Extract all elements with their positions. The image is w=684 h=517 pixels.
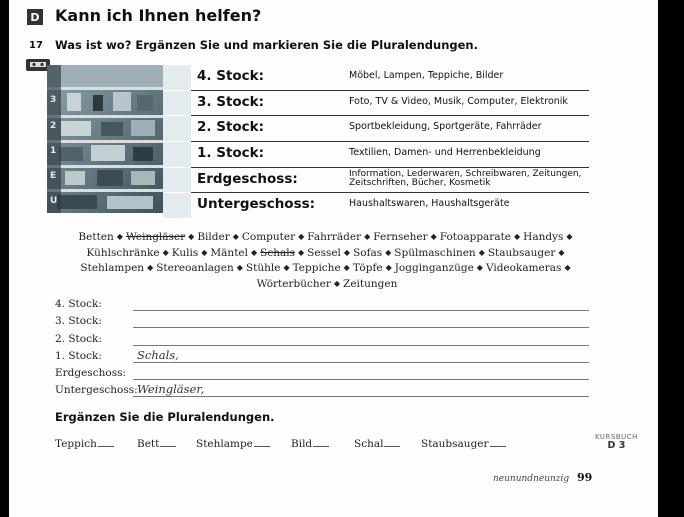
answer-line xyxy=(133,310,589,311)
department-store-photo xyxy=(47,65,163,213)
floor-departments: Textilien, Damen- und Herrenbekleidung xyxy=(349,147,541,159)
stamp-section: D 3 xyxy=(607,440,626,451)
diamond-separator-icon: ◆ xyxy=(232,232,239,241)
word-list-item: Sofas xyxy=(353,246,383,259)
word-list-item: Kühlschränke xyxy=(86,246,160,259)
word-list-item: Zeitungen xyxy=(343,277,398,290)
diamond-separator-icon: ◆ xyxy=(430,232,437,241)
answer-label: Untergeschoss: xyxy=(55,384,138,397)
plural-item xyxy=(55,438,114,450)
plural-blank xyxy=(160,446,176,447)
diamond-separator-icon: ◆ xyxy=(236,263,243,272)
answer-label: 2. Stock: xyxy=(55,332,102,345)
diamond-separator-icon: ◆ xyxy=(201,247,208,257)
directory-row xyxy=(191,116,589,142)
word-list-item: Jogginganzüge xyxy=(394,262,474,274)
floor-name: 4. Stock: xyxy=(197,68,265,84)
floor-departments: Sportbekleidung, Sportgeräte, Fahrräder xyxy=(349,121,542,133)
plural-exercise-title: Ergänzen Sie die Pluralendungen. xyxy=(55,410,275,424)
word-list-item: Teppiche xyxy=(292,262,341,274)
floor-name: 3. Stock: xyxy=(197,93,265,110)
plural-item xyxy=(354,438,400,450)
word-list-item: Fernseher xyxy=(373,231,428,243)
diamond-separator-icon: ◆ xyxy=(298,232,305,241)
word-list-item: Weingläser xyxy=(125,231,186,243)
answer-line xyxy=(133,379,589,380)
diamond-separator-icon: ◆ xyxy=(298,247,305,257)
plural-item xyxy=(421,438,506,450)
plural-item xyxy=(291,438,329,450)
diamond-separator-icon: ◆ xyxy=(343,263,350,272)
exercise-number: 17 xyxy=(29,40,43,51)
diamond-separator-icon: ◆ xyxy=(364,232,371,241)
plural-word: Bett xyxy=(137,438,160,450)
answer-line xyxy=(133,396,589,397)
diamond-separator-icon: ◆ xyxy=(564,263,571,272)
diamond-separator-icon: ◆ xyxy=(514,232,521,241)
stamp-label: KURSBUCH xyxy=(595,433,638,441)
plural-blank xyxy=(490,446,506,447)
word-list-item: Videokameras xyxy=(485,262,562,274)
floor-departments: Information, Lederwaren, Schreibwaren, Zeitungen, Zeitschriften, Bücher, Kosmetik xyxy=(349,168,582,189)
word-list-item: Mäntel xyxy=(210,246,248,259)
plural-word: Schal xyxy=(354,438,384,450)
diamond-separator-icon: ◆ xyxy=(251,247,258,257)
plural-word: Bild xyxy=(291,438,313,450)
plural-item xyxy=(196,438,270,450)
answer-label: 4. Stock: xyxy=(55,298,102,310)
plural-blank xyxy=(313,446,329,447)
word-list-item: Stühle xyxy=(245,262,281,274)
photo-floor-mark: E xyxy=(50,171,57,181)
word-list-item: Schals xyxy=(260,246,295,259)
floor-name: 1. Stock: xyxy=(197,145,265,162)
word-list-item: Kulis xyxy=(171,246,199,259)
photo-floor-mark: 2 xyxy=(50,121,57,131)
floor-departments: Möbel, Lampen, Teppiche, Bilder xyxy=(349,70,504,81)
word-list-item: Computer xyxy=(241,231,296,243)
answer-label: 1. Stock: xyxy=(55,349,102,362)
word-list-item: Handys xyxy=(523,231,564,243)
plural-word: Stehlampe xyxy=(196,438,253,450)
word-list-item: Fotoapparate xyxy=(439,231,512,243)
exercise-instruction: Was ist wo? Ergänzen Sie und markieren Sie die Pluralendungen. xyxy=(55,38,478,52)
diamond-separator-icon: ◆ xyxy=(343,247,351,257)
word-list-item: Bilder xyxy=(197,231,230,243)
floor-name: Untergeschoss: xyxy=(197,196,316,213)
photo-floor-mark: 3 xyxy=(50,95,57,105)
floor-departments: Haushaltswaren, Haushaltsgeräte xyxy=(349,198,510,210)
plural-word: Staubsauger xyxy=(421,438,489,450)
diamond-separator-icon: ◆ xyxy=(283,263,290,272)
diamond-separator-icon: ◆ xyxy=(116,232,123,241)
directory-row xyxy=(191,168,589,194)
floor-name: Erdgeschoss: xyxy=(197,170,298,187)
diamond-separator-icon: ◆ xyxy=(566,232,573,241)
store-directory xyxy=(191,65,589,218)
section-badge: D xyxy=(27,9,43,25)
word-list-item: Wörterbücher xyxy=(256,277,331,290)
word-list-item: Stereoanlagen xyxy=(156,262,234,274)
diamond-separator-icon: ◆ xyxy=(558,247,565,257)
directory-row xyxy=(191,65,589,91)
diamond-separator-icon: ◆ xyxy=(162,247,169,257)
plural-item xyxy=(137,438,176,450)
page-number-words: neunundneunzig xyxy=(493,474,570,484)
diamond-separator-icon: ◆ xyxy=(188,232,195,241)
kursbuch-reference-stamp xyxy=(595,433,638,450)
floor-departments: Foto, TV & Video, Musik, Computer, Elektronik xyxy=(349,95,568,107)
plural-word: Teppich xyxy=(55,438,97,450)
diamond-separator-icon: ◆ xyxy=(385,263,392,272)
word-list-item: Töpfe xyxy=(352,262,383,274)
answer-line xyxy=(133,327,589,328)
answer-label: Erdgeschoss: xyxy=(55,367,127,380)
word-list-item: Fahrräder xyxy=(307,231,362,243)
word-list-item: Staubsauger xyxy=(487,246,556,259)
store-photo-illustration xyxy=(47,65,163,213)
section-title: Kann ich Ihnen helfen? xyxy=(55,6,262,25)
plural-blank xyxy=(384,446,400,447)
answer-label: 3. Stock: xyxy=(55,315,102,328)
directory-row xyxy=(191,193,589,218)
diamond-separator-icon: ◆ xyxy=(333,278,341,288)
plural-blank xyxy=(98,446,114,447)
answer-handwriting: Weingläser, xyxy=(137,382,205,397)
word-list-item: Betten xyxy=(78,231,114,243)
answer-handwriting: Schals, xyxy=(137,347,179,362)
word-list-item: Spülmaschinen xyxy=(394,246,476,259)
word-list-item: Stehlampen xyxy=(80,262,145,274)
word-list xyxy=(47,230,607,292)
directory-row xyxy=(191,142,589,168)
plural-blank xyxy=(254,446,270,447)
diamond-separator-icon: ◆ xyxy=(476,263,483,272)
diamond-separator-icon: ◆ xyxy=(478,247,485,257)
answer-line xyxy=(133,362,589,363)
floor-name: 2. Stock: xyxy=(197,119,265,136)
word-list-item: Sessel xyxy=(307,246,341,259)
diamond-separator-icon: ◆ xyxy=(385,247,392,257)
directory-row xyxy=(191,91,589,117)
diamond-separator-icon: ◆ xyxy=(147,263,154,272)
textbook-page xyxy=(9,0,658,517)
photo-floor-mark: U xyxy=(50,196,58,206)
page-number: 99 xyxy=(577,471,593,484)
answer-line xyxy=(133,345,589,346)
photo-floor-mark: 1 xyxy=(50,146,57,156)
